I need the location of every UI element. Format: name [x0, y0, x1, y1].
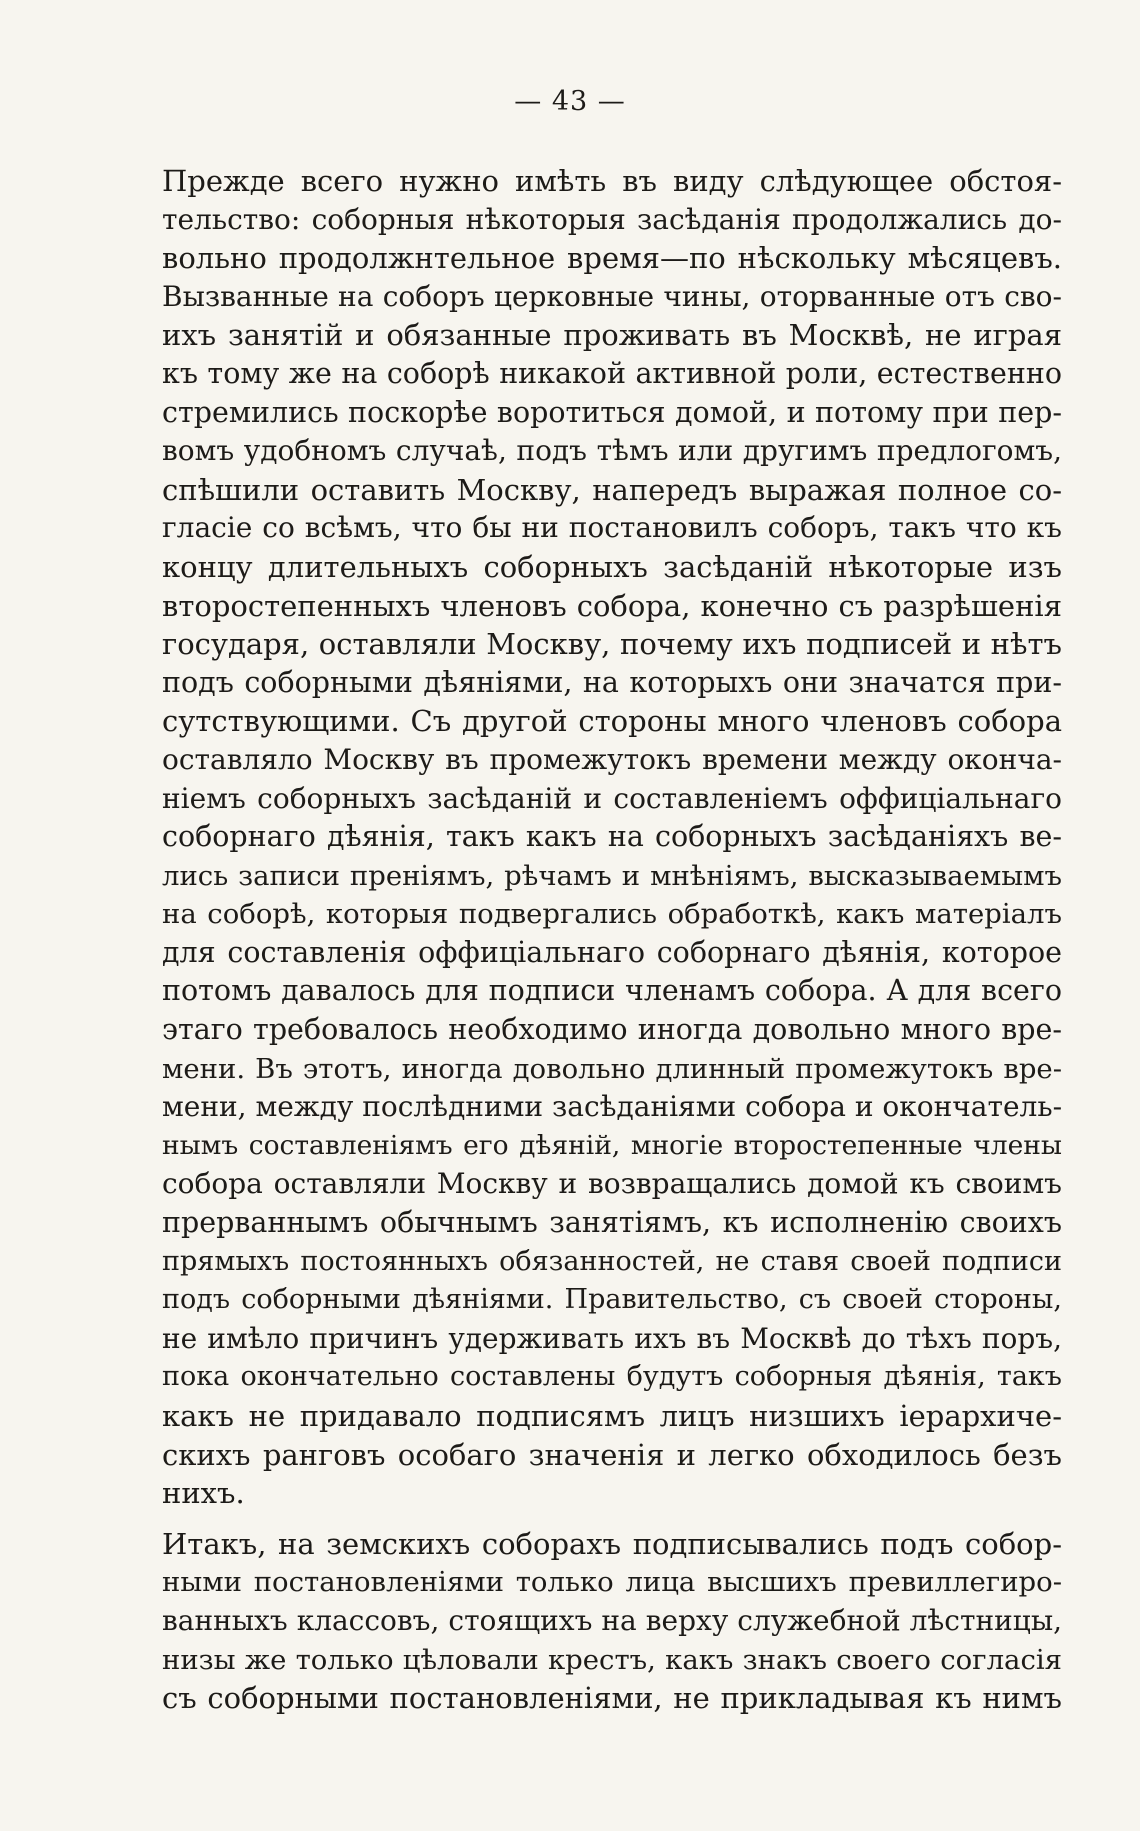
page-number: — 43 —	[514, 86, 626, 117]
text-line: ніемъ соборныхъ засѣданій и составленіемъ оффиціальнаго	[162, 781, 1062, 815]
body-text	[162, 162, 1062, 1718]
text-line: тельство: соборныя нѣкоторыя засѣданія продолжались до-	[162, 202, 1062, 236]
text-line: потомъ давалось для подписи членамъ собора. А для всего	[162, 974, 1062, 1008]
text-line: вомъ удобномъ случаѣ, подъ тѣмъ или другимъ предлогомъ,	[162, 434, 1062, 468]
text-line: подъ соборными дѣяніями, на которыхъ они значатся при-	[162, 665, 1062, 699]
text-line: прямыхъ постоянныхъ обязанностей, не ставя своей подписи	[162, 1245, 1062, 1277]
text-line: сутствующими. Съ другой стороны много членовъ собора	[162, 704, 1062, 739]
text-line: концу длительныхъ соборныхъ засѣданій нѣкоторые изъ	[162, 549, 1062, 584]
text-line: гласіе со всѣмъ, что бы ни постановилъ соборъ, такъ что къ	[162, 511, 1062, 545]
text-line: стремились поскорѣе воротиться домой, и потому при пер-	[162, 395, 1062, 429]
text-line: для составленія оффиціальнаго соборнаго дѣянія, которое	[162, 935, 1062, 969]
text-line: на соборѣ, которыя подвергались обработкѣ, какъ матеріалъ	[162, 898, 1062, 931]
text-line: лись записи преніямъ, рѣчамъ и мнѣніямъ, высказываемымъ	[162, 859, 1062, 892]
text-line: спѣшили оставить Москву, напередъ выражая полное со-	[162, 472, 1062, 507]
text-line: второстепенныхъ членовъ собора, конечно съ разрѣшенія	[162, 588, 1062, 623]
paragraph	[162, 1525, 1062, 1718]
text-line: государя, оставляли Москву, почему ихъ подписей и нѣтъ	[162, 627, 1062, 662]
text-line: къ тому же на соборѣ никакой активной роли, естественно	[162, 356, 1062, 390]
text-line: скихъ ранговъ особаго значенія и легко обходилось безъ	[162, 1437, 1062, 1472]
text-line: соборнаго дѣянія, такъ какъ на соборныхъ засѣданіяхъ ве-	[162, 820, 1062, 854]
paragraph	[162, 162, 1062, 1513]
text-line: вольно продолжнтельное время—по нѣскольку мѣсяцевъ.	[162, 241, 1062, 276]
text-line: нымъ составленіямъ его дѣяній, многіе второстепенные члены	[162, 1129, 1062, 1161]
text-line: съ соборными постановленіями, не прикладывая къ нимъ	[162, 1681, 1062, 1716]
text-line: прерваннымъ обычнымъ занятіямъ, къ исполненію своихъ	[162, 1206, 1062, 1240]
text-line: мени. Въ этотъ, иногда довольно длинный промежутокъ вре-	[162, 1052, 1062, 1085]
text-line: ными постановленіями только лица высшихъ превиллегиро-	[162, 1566, 1062, 1599]
text-line: низы же только цѣловали крестъ, какъ знакъ своего согласія	[162, 1643, 1062, 1676]
text-line: ванныхъ классовъ, стоящихъ на верху служебной лѣстницы,	[162, 1603, 1062, 1637]
text-line: не имѣло причинъ удерживать ихъ въ Москвѣ до тѣхъ поръ,	[162, 1321, 1062, 1355]
text-line: Прежде всего нужно имѣть въ виду слѣдующее обстоя-	[162, 164, 1062, 198]
text-line: Вызванные на соборъ церковные чины, оторванные отъ сво-	[162, 279, 1062, 313]
text-line: собора оставляли Москву и возвращались домой къ своимъ	[162, 1167, 1062, 1201]
text-line: пока окончательно составлены будутъ соборныя дѣянія, такъ	[162, 1361, 1062, 1393]
paragraph-gap	[162, 1513, 1062, 1525]
text-line: ихъ занятій и обязанные проживать въ Москвѣ, не играя	[162, 318, 1062, 353]
text-line: мени, между послѣдними засѣданіями собора и окончатель-	[162, 1090, 1063, 1124]
text-line: Итакъ, на земскихъ соборахъ подписывались подъ собор-	[162, 1526, 1062, 1561]
text-line: этаго требовалось необходимо иногда довольно много вре-	[162, 1013, 1062, 1047]
text-line: подъ соборными дѣяніями. Правительство, съ своей стороны,	[162, 1284, 1062, 1316]
text-line: нихъ.	[162, 1476, 245, 1511]
text-line: оставляло Москву въ промежутокъ времени между оконча-	[162, 742, 1062, 776]
text-line: какъ не придавало подписямъ лицъ низшихъ іерархиче-	[162, 1399, 1062, 1433]
